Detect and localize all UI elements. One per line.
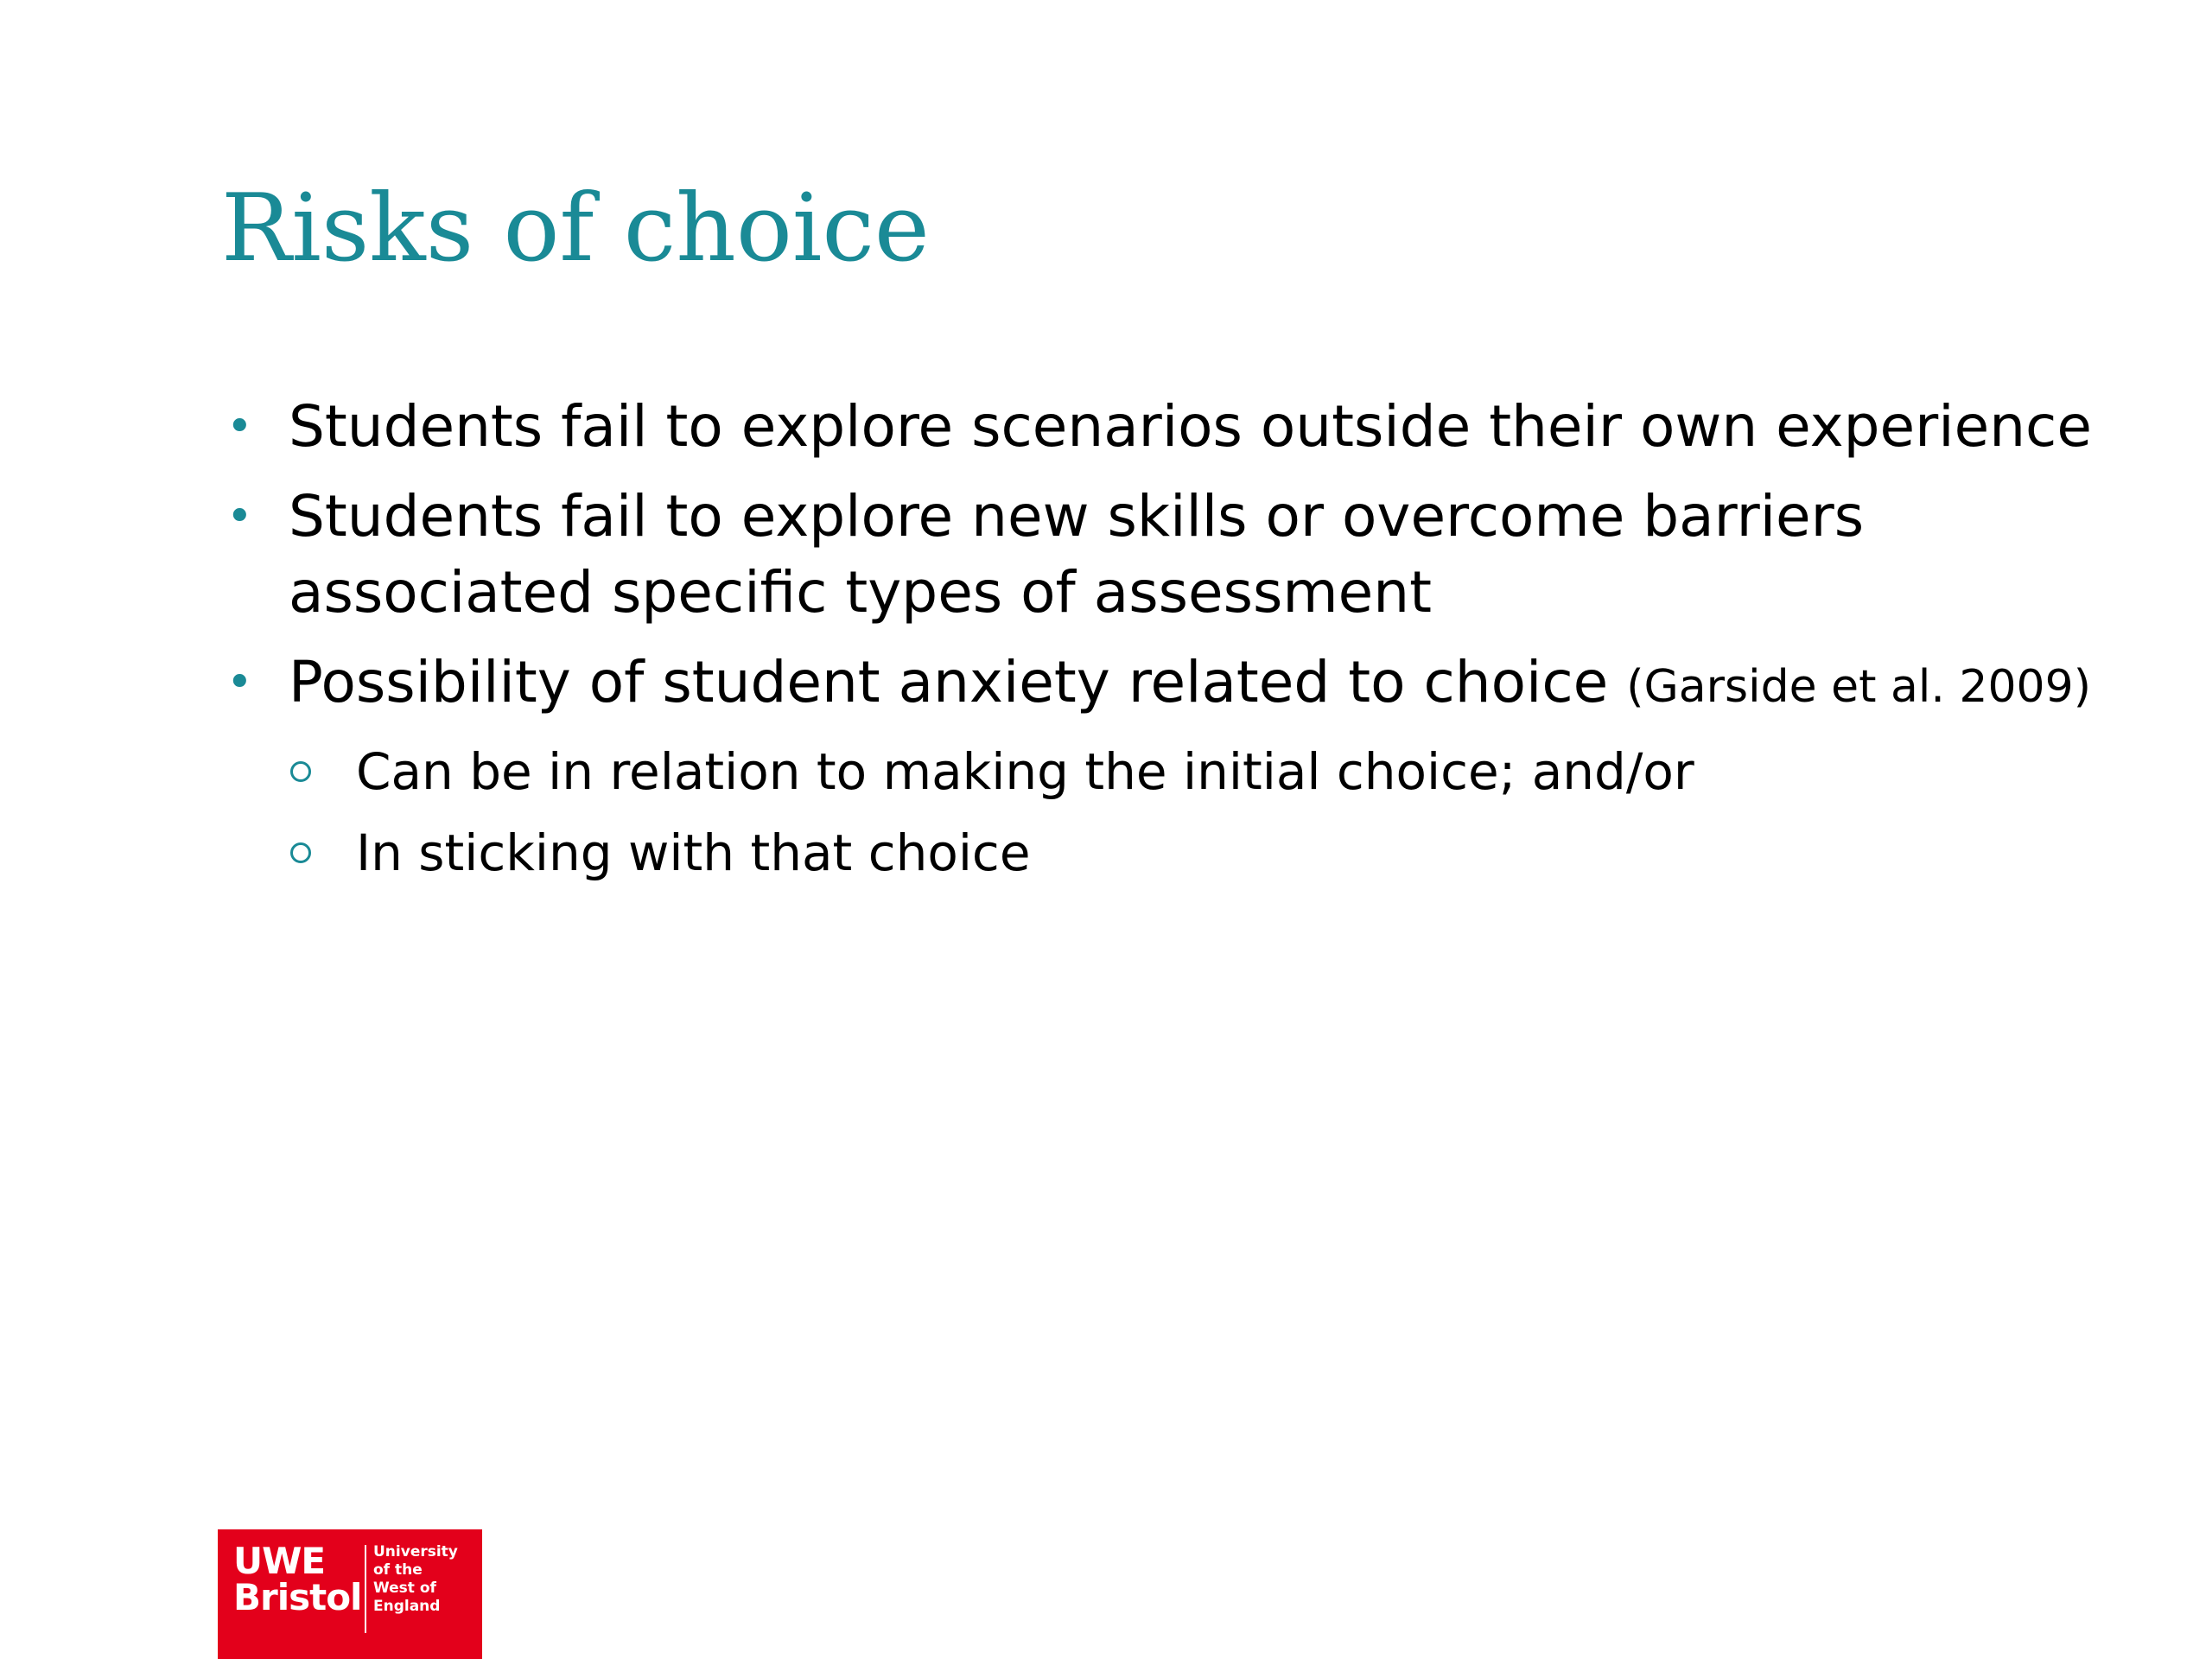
hollow-circle-icon	[290, 842, 311, 863]
uwe-bristol-logo	[218, 1529, 482, 1659]
bullet-text: Students fail to explore scenarios outside their own experience	[289, 393, 2092, 460]
hollow-circle-icon	[290, 761, 311, 782]
logo-wordmark	[233, 1540, 362, 1618]
bullet-marker: •	[226, 657, 253, 709]
logo-line-uwe: UWE	[233, 1540, 326, 1582]
slide-title: Risks of choice	[221, 175, 930, 283]
slide-content	[221, 389, 2165, 901]
sub-bullet-text: Can be in relation to making the initial choice; and/or	[356, 742, 1694, 801]
sub-bullet-item	[221, 820, 2165, 886]
citation: (Garside et al. 2009)	[1626, 661, 2092, 713]
bullet-marker: •	[226, 491, 253, 543]
logo-line-bristol: Bristol	[233, 1576, 362, 1618]
logo-sub-line: West of	[373, 1580, 436, 1597]
bullet-text: Students fail to explore new skills or overcome barriers associated specific types of assessment	[289, 483, 1865, 626]
sub-bullet-item	[221, 739, 2165, 804]
logo-divider	[365, 1545, 366, 1633]
bullet-marker: •	[226, 401, 253, 453]
bullet-text: Possibility of student anxiety related to choice	[289, 649, 1627, 715]
logo-sub-line: University	[373, 1543, 458, 1560]
logo-sub-line: England	[373, 1598, 441, 1615]
bullet-item	[221, 645, 2165, 725]
sub-bullet-text: In sticking with that choice	[356, 823, 1031, 882]
bullet-item	[221, 389, 2165, 465]
bullet-item	[221, 479, 2165, 631]
logo-sub-line: of the	[373, 1561, 423, 1579]
logo-subtitle	[373, 1543, 458, 1616]
